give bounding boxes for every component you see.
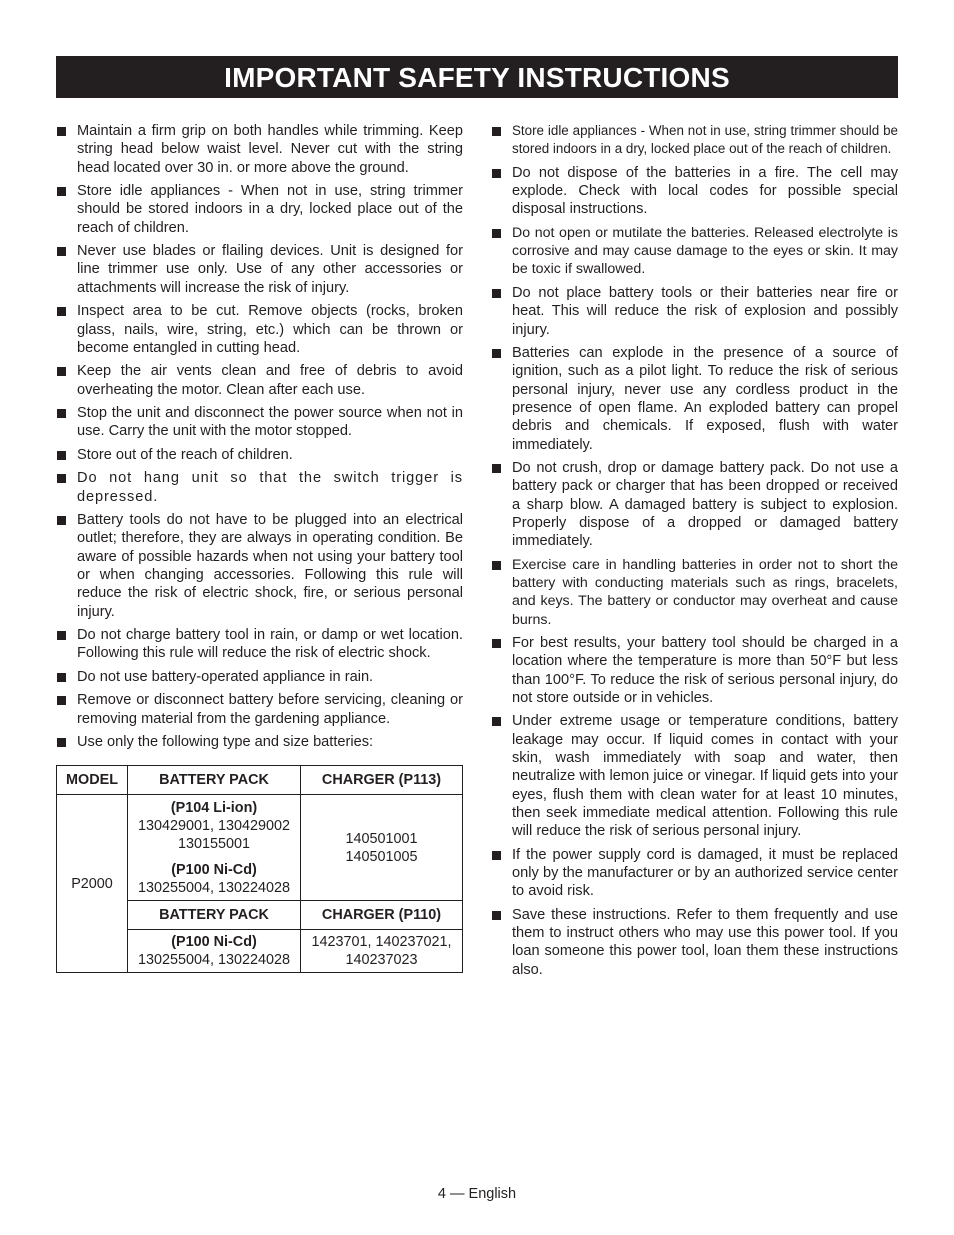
- square-bullet-icon: [57, 696, 66, 705]
- table-cell-battery-pack: (P104 Li-ion) 130429001, 130429002 130155001 (P100 Ni-Cd) 130255004, 130224028: [128, 795, 301, 901]
- table-cell-battery-pack: (P100 Ni-Cd) 130255004, 130224028: [128, 930, 301, 973]
- square-bullet-icon: [492, 464, 501, 473]
- battery-table: [56, 765, 463, 973]
- list-item: Do not place battery tools or their batteries near fire or heat. This will reduce the risk of explosion and possibly injury.: [491, 284, 898, 339]
- list-item: Keep the air vents clean and free of debris to avoid overheating the motor. Clean after each use.: [56, 362, 463, 399]
- square-bullet-icon: [492, 169, 501, 178]
- list-item: Save these instructions. Refer to them frequently and use them to instruct others who may use this power tool. If you loan someone this power tool, loan them these instructions also.: [491, 906, 898, 979]
- list-item: Do not charge battery tool in rain, or damp or wet location. Following this rule will reduce the risk of electric shock.: [56, 626, 463, 663]
- list-item: Do not open or mutilate the batteries. Released electrolyte is corrosive and may cause damage to the eyes or skin. It may be toxic if swallowed.: [491, 224, 898, 279]
- list-item: Under extreme usage or temperature conditions, battery leakage may occur. If liquid comes in contact with your skin, wash immediately with soap and water, then neutralize with lemon juice or vinegar. If liquid gets into your eyes, flush them with clean water for at least 10 minutes, then seek immediate medical attention. Following this rule will reduce the risk of serious personal injury.: [491, 712, 898, 840]
- square-bullet-icon: [57, 474, 66, 483]
- list-item: Stop the unit and disconnect the power source when not in use. Carry the unit with the motor stopped.: [56, 404, 463, 441]
- square-bullet-icon: [57, 187, 66, 196]
- square-bullet-icon: [57, 738, 66, 747]
- list-item: Do not dispose of the batteries in a fire. The cell may explode. Check with local codes for possible special disposal instructions.: [491, 164, 898, 219]
- square-bullet-icon: [492, 851, 501, 860]
- square-bullet-icon: [57, 673, 66, 682]
- list-item: Store out of the reach of children.: [56, 446, 463, 464]
- list-item: Do not crush, drop or damage battery pack. Do not use a battery pack or charger that has been dropped or received a sharp blow. A damaged battery is subject to explosion. Properly dispose of a dropped or damaged battery immediately.: [491, 459, 898, 550]
- left-column: [56, 122, 463, 973]
- table-cell-charger: 140501001 140501005: [301, 795, 463, 901]
- square-bullet-icon: [492, 911, 501, 920]
- square-bullet-icon: [492, 561, 501, 570]
- square-bullet-icon: [492, 127, 501, 136]
- square-bullet-icon: [492, 289, 501, 298]
- list-item: Do not hang unit so that the switch trigger is depressed.: [56, 469, 463, 506]
- square-bullet-icon: [57, 247, 66, 256]
- list-item: Do not use battery-operated appliance in rain.: [56, 668, 463, 686]
- square-bullet-icon: [57, 367, 66, 376]
- list-item: Exercise care in handling batteries in order not to short the battery with conducting materials such as rings, bracelets, and keys. The battery or conductor may overheat and cause burns.: [491, 556, 898, 629]
- square-bullet-icon: [492, 639, 501, 648]
- square-bullet-icon: [57, 409, 66, 418]
- list-item: If the power supply cord is damaged, it must be replaced only by the manufacturer or by an authorized service center to avoid risk.: [491, 846, 898, 901]
- square-bullet-icon: [492, 349, 501, 358]
- table-subheader-charger: CHARGER (P110): [301, 901, 463, 930]
- list-item: Battery tools do not have to be plugged into an electrical outlet; therefore, they are always in operating condition. Be aware of possible hazards when not using your battery tool or when changing accessories. Following this rule will reduce the risk of electric shock, fire, or serious personal injury.: [56, 511, 463, 621]
- list-item: Never use blades or flailing devices. Unit is designed for line trimmer use only. Use of any other accessories or attachments will increase the risk of injury.: [56, 242, 463, 297]
- list-item: Store idle appliances - When not in use, string trimmer should be stored indoors in a dry, locked place out of the reach of children.: [56, 182, 463, 237]
- table-header-model: MODEL: [57, 766, 128, 795]
- list-item: For best results, your battery tool should be charged in a location where the temperature is more than 50°F but less than 100°F. To reduce the risk of serious personal injury, do not store outside or in vehicles.: [491, 634, 898, 707]
- table-cell-charger: 1423701, 140237021, 140237023: [301, 930, 463, 973]
- table-subheader-battery-pack: BATTERY PACK: [128, 901, 301, 930]
- list-item: Maintain a firm grip on both handles while trimming. Keep string head below waist level. Never cut with the string head located over 30 in. or more above the ground.: [56, 122, 463, 177]
- right-column: [491, 122, 898, 984]
- square-bullet-icon: [57, 451, 66, 460]
- square-bullet-icon: [57, 631, 66, 640]
- list-item: Use only the following type and size batteries:: [56, 733, 463, 751]
- square-bullet-icon: [57, 127, 66, 136]
- square-bullet-icon: [492, 717, 501, 726]
- table-header-charger: CHARGER (P113): [301, 766, 463, 795]
- square-bullet-icon: [492, 229, 501, 238]
- page-number: 4 — English: [437, 1186, 517, 1202]
- list-item: Store idle appliances - When not in use, string trimmer should be stored indoors in a dry, locked place out of the reach of children.: [491, 122, 898, 159]
- list-item: Batteries can explode in the presence of a source of ignition, such as a pilot light. To reduce the risk of serious personal injury, never use any cordless product in the presence of open flame. An exploded battery can propel debris and chemicals. If exposed, flush with water immediately.: [491, 344, 898, 454]
- square-bullet-icon: [57, 516, 66, 525]
- table-header-battery-pack: BATTERY PACK: [128, 766, 301, 795]
- square-bullet-icon: [57, 307, 66, 316]
- list-item: Inspect area to be cut. Remove objects (rocks, broken glass, nails, wire, string, etc.) which can be thrown or become entangled in cutting head.: [56, 302, 463, 357]
- page-title: IMPORTANT SAFETY INSTRUCTIONS: [56, 56, 898, 98]
- list-item: Remove or disconnect battery before servicing, cleaning or removing material from the gardening appliance.: [56, 691, 463, 728]
- table-cell-model: P2000: [57, 795, 128, 973]
